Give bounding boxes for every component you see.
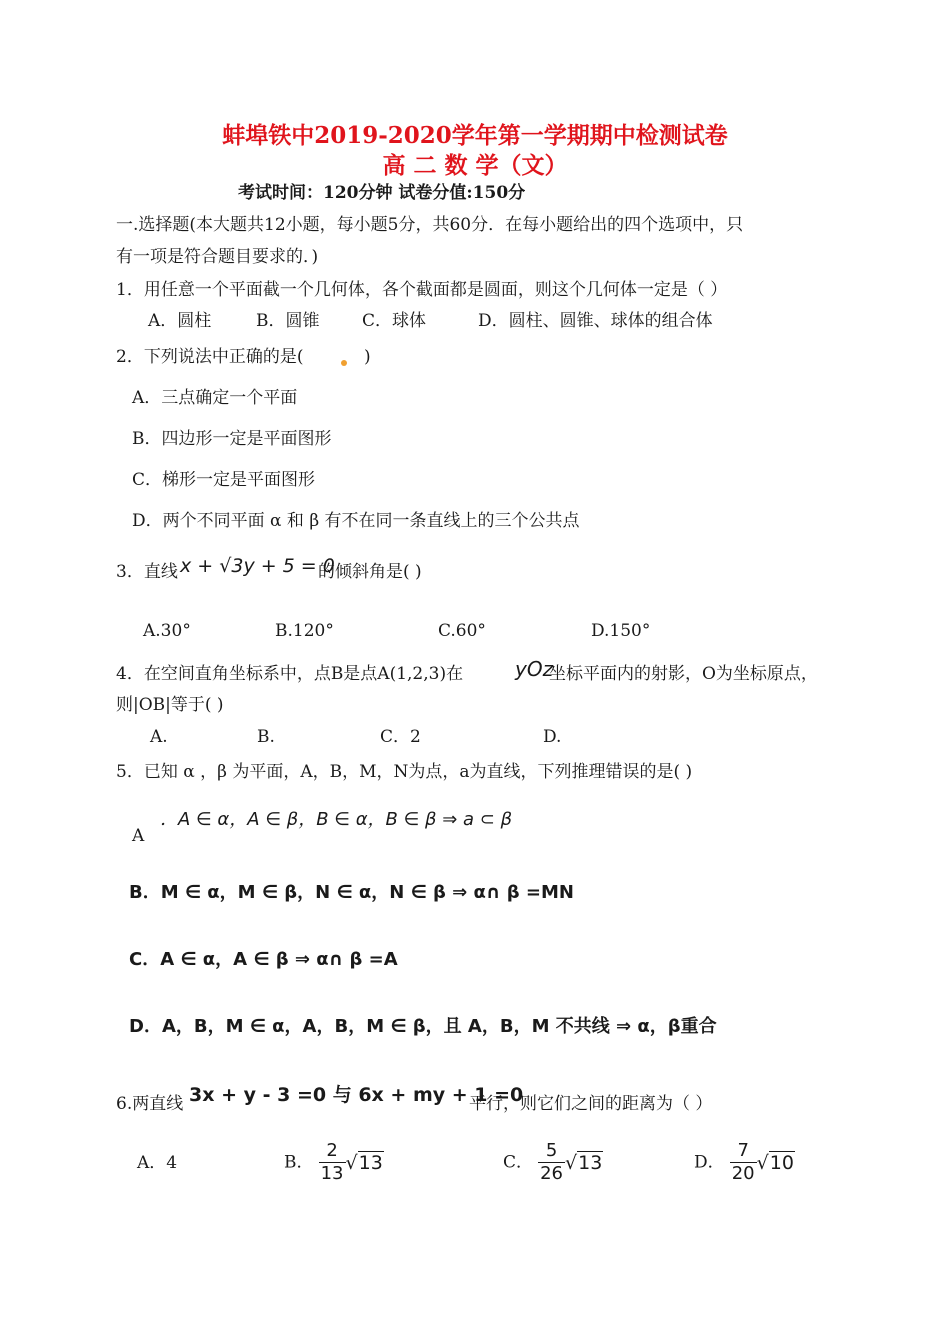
q6-option-c-fraction: [538, 1140, 565, 1185]
q6-option-b-radicand: 13: [358, 1151, 383, 1174]
q2-option-d: D．两个不同平面 α 和 β 有不在同一条直线上的三个公共点: [132, 511, 580, 531]
q1-stem: 1．用任意一个平面截一个几何体，各个截面都是圆面，则这个几何体一定是（ ）: [116, 280, 728, 300]
q6-option-b-fraction: [319, 1140, 346, 1185]
q2-option-c: C．梯形一定是平面图形: [132, 470, 316, 490]
q4-option-b: B.: [257, 727, 275, 747]
exam-title: 蚌埠铁中2019-2020学年第一学期期中检测试卷: [222, 122, 728, 149]
q3-option-d: D.150°: [591, 621, 651, 641]
q5-option-b: B．M ∈ α，M ∈ β，N ∈ α，N ∈ β ⇒ α∩ β =MN: [129, 882, 574, 903]
q1-option-d: D．圆柱、圆锥、球体的组合体: [478, 311, 713, 331]
q6-option-b: [284, 1140, 384, 1185]
q6-option-c-radicand: 13: [578, 1151, 603, 1174]
q4-option-c: C．2: [380, 727, 421, 747]
q6-option-c: [503, 1140, 603, 1185]
q6-option-a: A．4: [137, 1153, 178, 1173]
q6-option-d-fraction: [730, 1140, 757, 1185]
q3-equation: x + √3y + 5 = 0: [180, 555, 335, 577]
q4-option-d: D.: [543, 727, 562, 747]
orange-dot-mark: [341, 360, 347, 366]
exam-info: 考试时间：120分钟 试卷分值:150分: [238, 183, 526, 203]
q6-option-b-label: B．: [284, 1152, 314, 1173]
q4-plane: yOz: [515, 657, 554, 681]
q6-option-d-sqrt: √10: [756, 1151, 794, 1174]
q2-stem-after: ): [364, 347, 371, 367]
q3-option-c: C.60°: [438, 621, 486, 641]
q6-option-d: [694, 1140, 795, 1185]
q6-option-b-denominator: 13: [320, 1163, 344, 1184]
q5-option-a-label: A: [132, 826, 145, 846]
q6-option-d-radicand: 10: [769, 1151, 794, 1174]
section-intro-line2: 有一项是符合题目要求的．): [116, 247, 319, 267]
q6-prefix: 6.两直线: [116, 1094, 184, 1114]
q5-option-d: D．A，B，M ∈ α，A，B，M ∈ β，且 A，B，M 不共线 ⇒ α，β重合: [129, 1016, 717, 1037]
q3-option-b: B.120°: [275, 621, 334, 641]
q6-suffix: 平行，则它们之间的距离为（ ）: [469, 1094, 713, 1114]
q4-line1-before: 4．在空间直角坐标系中，点B是点A(1,2,3)在: [116, 664, 464, 684]
q6-option-d-denominator: 20: [731, 1163, 755, 1184]
q3-suffix: 的倾斜角是( ): [318, 562, 422, 582]
q6-option-b-numerator: 2: [319, 1140, 346, 1163]
q4-line1-after: 坐标平面内的射影，O为坐标原点，: [549, 664, 818, 684]
q6-option-b-sqrt: √13: [345, 1151, 383, 1174]
q6-option-c-sqrt: √13: [565, 1151, 603, 1174]
exam-subtitle: 高 二 数 学（文）: [382, 152, 568, 179]
q6-equation: 3x + y - 3 =0 与 6x + my + 1 =0: [189, 1084, 524, 1106]
q1-option-b: B．圆锥: [256, 311, 320, 331]
q3-option-a: A.30°: [143, 621, 191, 641]
q1-option-c: C．球体: [362, 311, 427, 331]
q6-option-c-denominator: 26: [540, 1163, 564, 1184]
section-intro-line1: 一.选择题(本大题共12小题，每小题5分，共60分．在每小题给出的四个选项中，只: [116, 215, 744, 235]
q5-option-c: C．A ∈ α，A ∈ β ⇒ α∩ β =A: [129, 949, 398, 970]
q6-option-d-numerator: 7: [730, 1140, 757, 1163]
q6-option-d-label: D．: [694, 1152, 725, 1173]
q4-line2: 则|OB|等于( ): [116, 695, 224, 715]
q3-prefix: 3．直线: [116, 562, 178, 582]
q2-option-b: B．四边形一定是平面图形: [132, 429, 332, 449]
q6-option-c-label: C．: [503, 1152, 534, 1173]
q5-option-a-formula: ．A ∈ α，A ∈ β，B ∈ α，B ∈ β ⇒ a ⊂ β: [160, 809, 513, 830]
q6-option-c-numerator: 5: [538, 1140, 565, 1163]
q5-stem: 5．已知 α ，β 为平面，A，B，M，N为点，a为直线，下列推理错误的是( ): [116, 762, 693, 782]
q1-option-a: A．圆柱: [148, 311, 212, 331]
q2-stem-before: 2．下列说法中正确的是(: [116, 347, 304, 367]
q2-option-a: A．三点确定一个平面: [132, 388, 298, 408]
q4-option-a: A.: [150, 727, 168, 747]
